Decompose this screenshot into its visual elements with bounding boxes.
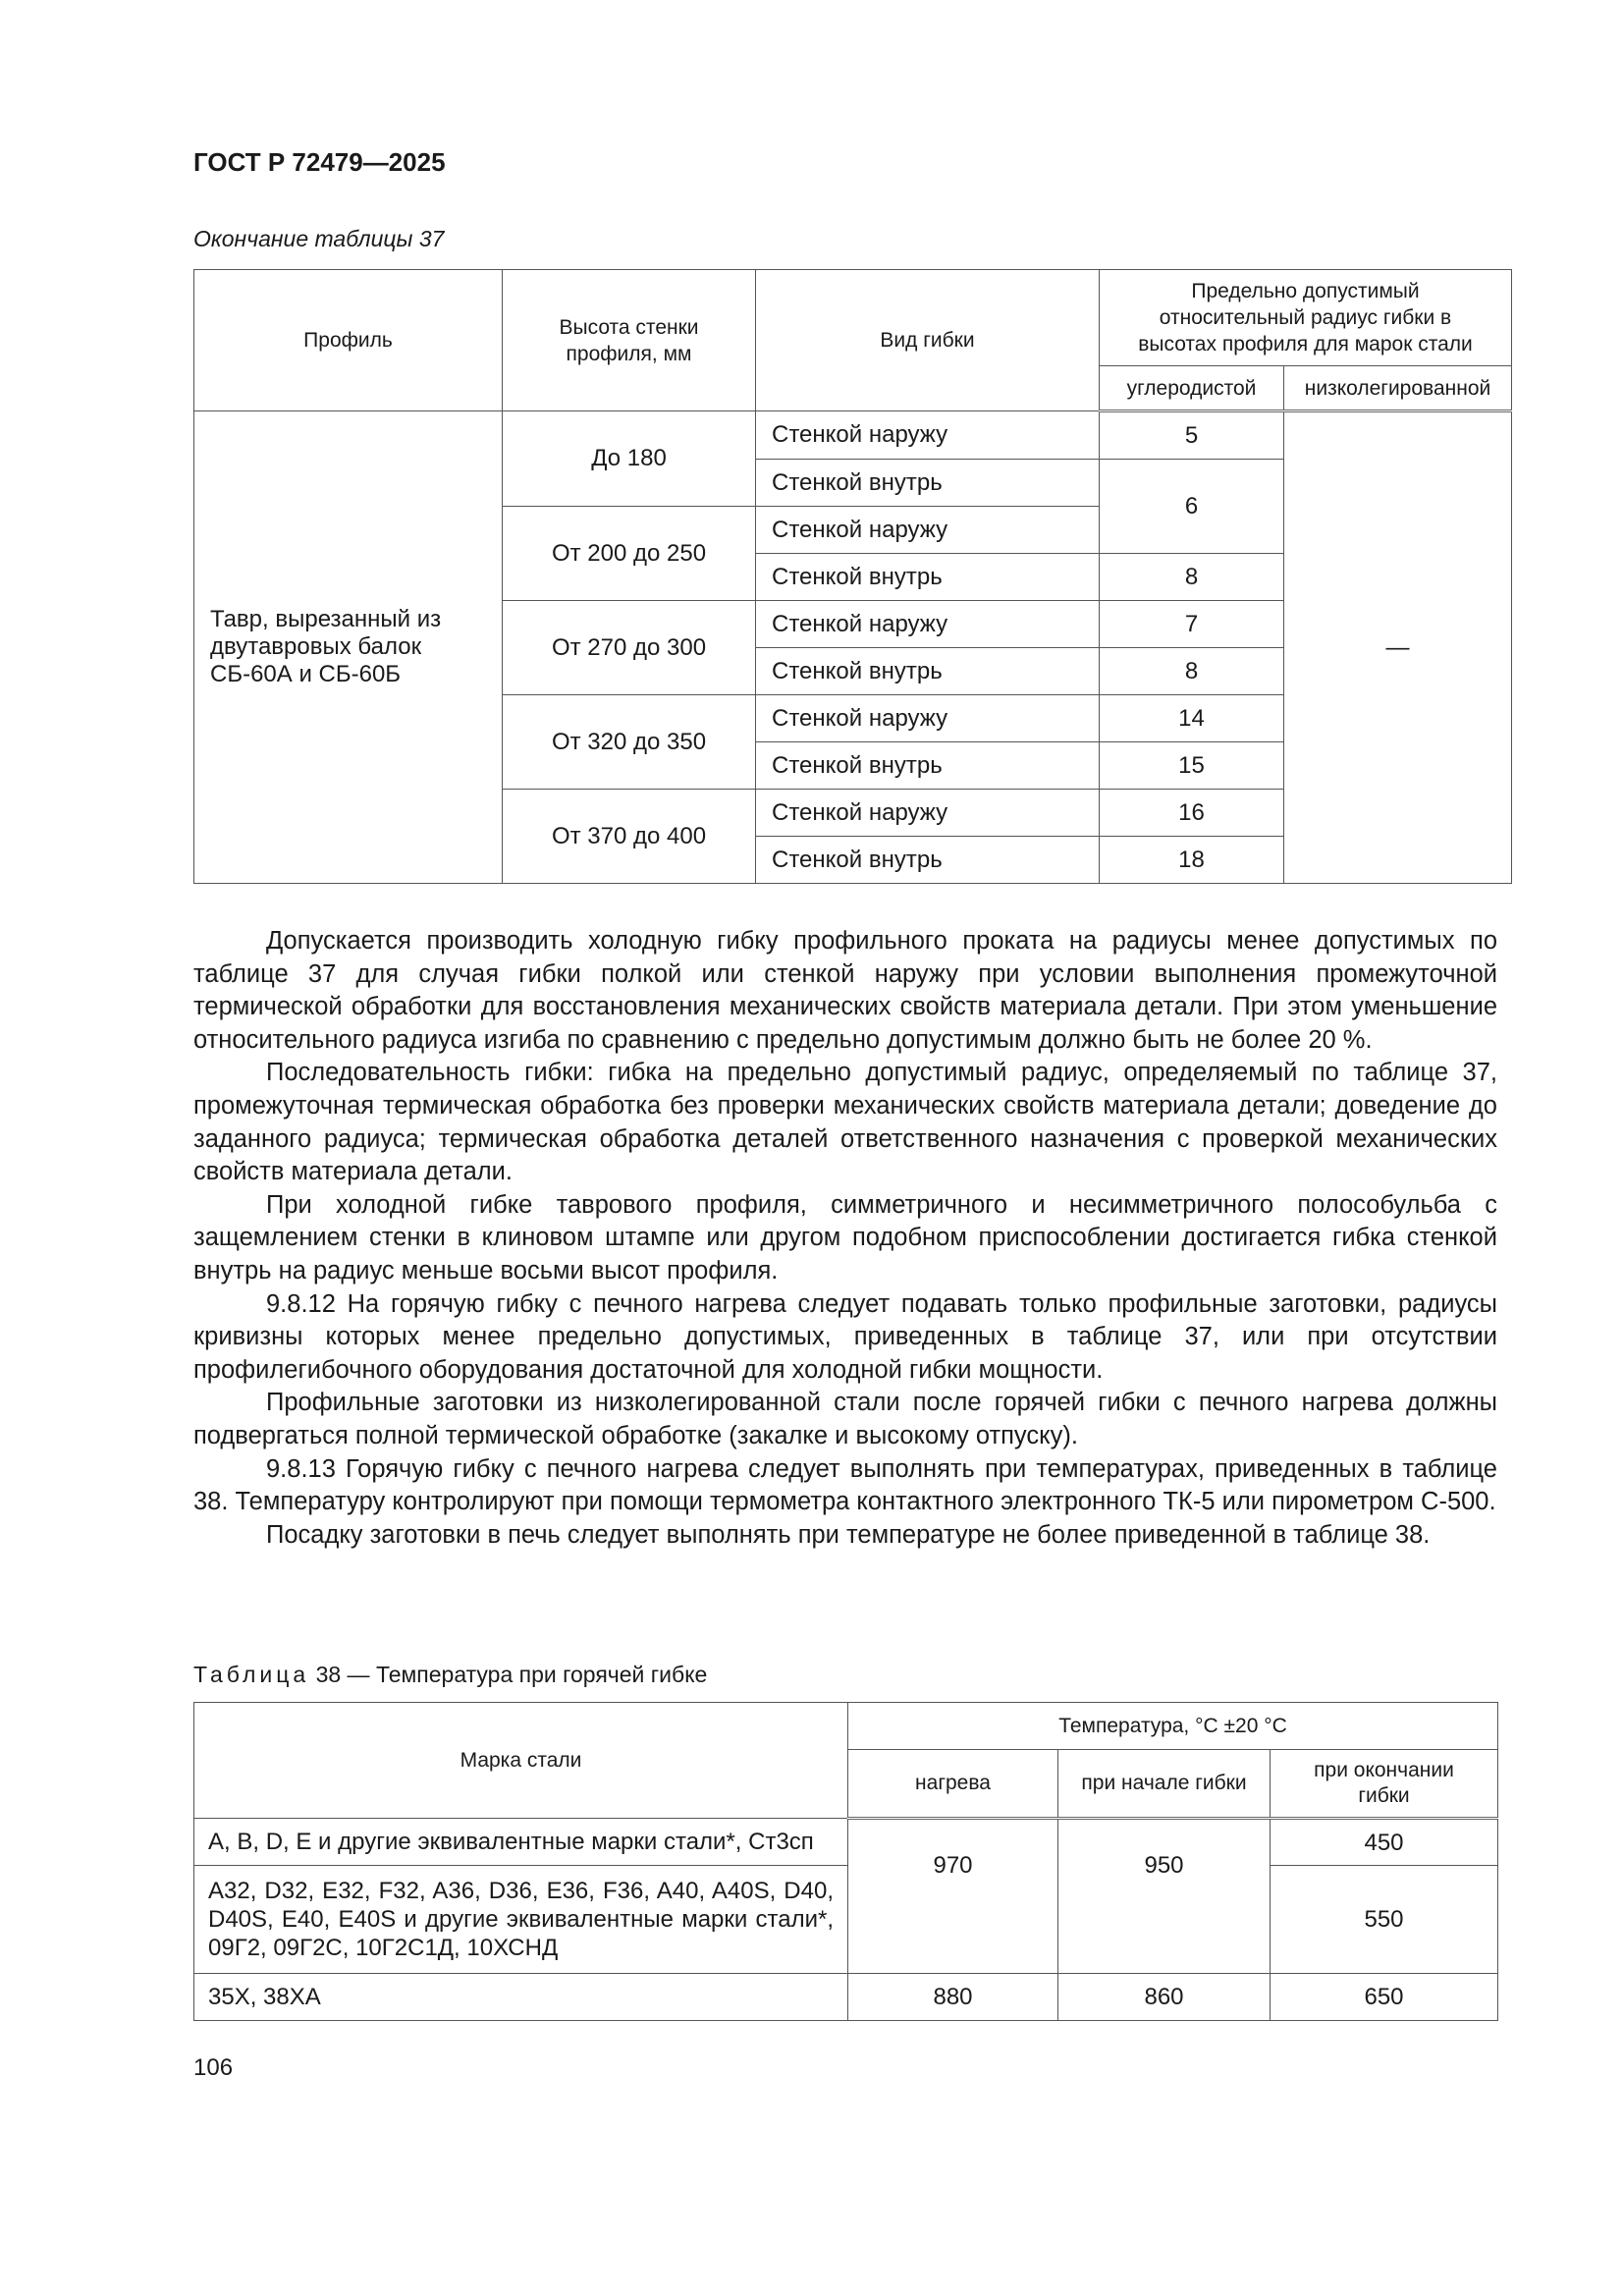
end-temp-cell: 650: [1271, 1974, 1498, 2021]
carbon-value-cell: 16: [1100, 790, 1284, 837]
table-row: [194, 411, 1512, 460]
table-38: [193, 1702, 1498, 2021]
header-wall-height: Высота стенки профиля, мм: [503, 270, 756, 411]
bend-cell: Стенкой наружу: [756, 507, 1100, 554]
grade-cell: 35Х, 38ХА: [194, 1974, 848, 2021]
carbon-value-cell: 5: [1100, 411, 1284, 460]
bend-cell: Стенкой внутрь: [756, 554, 1100, 601]
table-37: [193, 269, 1512, 884]
low-alloy-value-cell: —: [1284, 411, 1512, 884]
document-id: ГОСТ Р 72479—2025: [193, 147, 446, 177]
paragraph: Последовательность гибки: гибка на предельно допустимый радиус, определяемый по таблице 37, промежуточная термическая обработка без проверки механических свойств материала детали; доведение до заданного радиуса; термическая обработка деталей ответственного назначения с проверкой механических свойств материала детали.: [193, 1059, 1497, 1186]
grade-cell: A32, D32, E32, F32, A36, D36, E36, F36, A40, A40S, D40, D40S, E40, E40S и другие эквивалентные марки стали*, 09Г2, 09Г2С, 10Г2С1Д, 10ХСНД: [194, 1866, 848, 1974]
header-low-alloy-steel: низколегированной: [1284, 366, 1512, 411]
body-text: [193, 925, 1497, 1552]
header-temperature: Температура, °С ±20 °С: [848, 1703, 1498, 1750]
bend-cell: Стенкой внутрь: [756, 742, 1100, 790]
table-38-caption: [193, 1662, 707, 1688]
height-cell: От 320 до 350: [503, 695, 756, 790]
start-temp-cell: 950: [1058, 1819, 1271, 1974]
header-profile: Профиль: [194, 270, 503, 411]
header-bend-type: Вид гибки: [756, 270, 1100, 411]
paragraph: При холодной гибке таврового профиля, симметричного и несимметричного полособульба с защемлением стенки в клиновом штампе или другом подобном приспособлении достигается гибка стенкой внутрь на радиус меньше восьми высот профиля.: [193, 1190, 1497, 1285]
profile-name-cell: Тавр, вырезанный из двутавровых балок СБ-60А и СБ-60Б: [194, 411, 503, 884]
bend-cell: Стенкой внутрь: [756, 460, 1100, 507]
grade-cell: A, B, D, E и другие эквивалентные марки стали*, Ст3сп: [194, 1819, 848, 1866]
carbon-value-cell: 6: [1100, 460, 1284, 554]
paragraph: 9.8.13 Горячую гибку с печного нагрева следует выполнять при температурах, приведенных в таблице 38. Температуру контролируют при помощи термометра контактного электронного ТК-5 или пирометром С-500.: [193, 1454, 1497, 1516]
carbon-value-cell: 18: [1100, 837, 1284, 884]
table-38-caption-title: 38 — Температура при горячей гибке: [309, 1662, 708, 1687]
height-cell: От 270 до 300: [503, 601, 756, 695]
paragraph: Допускается производить холодную гибку профильного проката на радиусы менее допустимых по таблице 37 для случая гибки полкой или стенкой наружу при условии выполнения промежуточной термической обработки для восстановления механических свойств материала детали. При этом уменьшение относительного радиуса изгиба по сравнению с предельно допустимым должно быть не более 20 %.: [193, 927, 1497, 1054]
height-cell: От 370 до 400: [503, 790, 756, 884]
bend-cell: Стенкой наружу: [756, 411, 1100, 460]
header-max-radius: Предельно допустимый относительный радиус гибки в высотах профиля для марок стали: [1100, 270, 1512, 366]
end-temp-cell: 450: [1271, 1819, 1498, 1866]
bend-cell: Стенкой наружу: [756, 695, 1100, 742]
carbon-value-cell: 14: [1100, 695, 1284, 742]
heating-temp-cell: 880: [848, 1974, 1058, 2021]
bend-cell: Стенкой наружу: [756, 790, 1100, 837]
table-row: [194, 1819, 1498, 1866]
height-cell: До 180: [503, 411, 756, 507]
table-row: [194, 1866, 1498, 1974]
bend-cell: Стенкой внутрь: [756, 648, 1100, 695]
header-heating: нагрева: [848, 1750, 1058, 1819]
paragraph: Профильные заготовки из низколегированной стали после горячей гибки с печного нагрева должны подвергаться полной термической обработке (закалке и высокому отпуску).: [193, 1389, 1497, 1449]
page-number: 106: [193, 2054, 234, 2081]
height-cell: От 200 до 250: [503, 507, 756, 601]
header-bend-end: при окончании гибки: [1271, 1750, 1498, 1819]
bend-cell: Стенкой внутрь: [756, 837, 1100, 884]
end-temp-cell: 550: [1271, 1866, 1498, 1974]
table-row: [194, 1974, 1498, 2021]
paragraph: 9.8.12 На горячую гибку с печного нагрева следует подавать только профильные заготовки, радиусы кривизны которых менее предельно допустимых, приведенных в таблице 37, или при отсутствии профилегибочного оборудования достаточной для холодной гибки мощности.: [193, 1289, 1497, 1384]
table-37-caption: Окончание таблицы 37: [193, 226, 445, 251]
carbon-value-cell: 15: [1100, 742, 1284, 790]
bend-cell: Стенкой наружу: [756, 601, 1100, 648]
header-carbon-steel: углеродистой: [1100, 366, 1284, 411]
carbon-value-cell: 8: [1100, 648, 1284, 695]
carbon-value-cell: 8: [1100, 554, 1284, 601]
heating-temp-cell: 970: [848, 1819, 1058, 1974]
start-temp-cell: 860: [1058, 1974, 1271, 2021]
table-38-caption-label: Таблица: [193, 1662, 310, 1687]
header-bend-start: при начале гибки: [1058, 1750, 1271, 1819]
header-steel-grade: Марка стали: [194, 1703, 848, 1819]
paragraph: Посадку заготовки в печь следует выполнять при температуре не более приведенной в таблице 38.: [266, 1520, 1431, 1549]
carbon-value-cell: 7: [1100, 601, 1284, 648]
